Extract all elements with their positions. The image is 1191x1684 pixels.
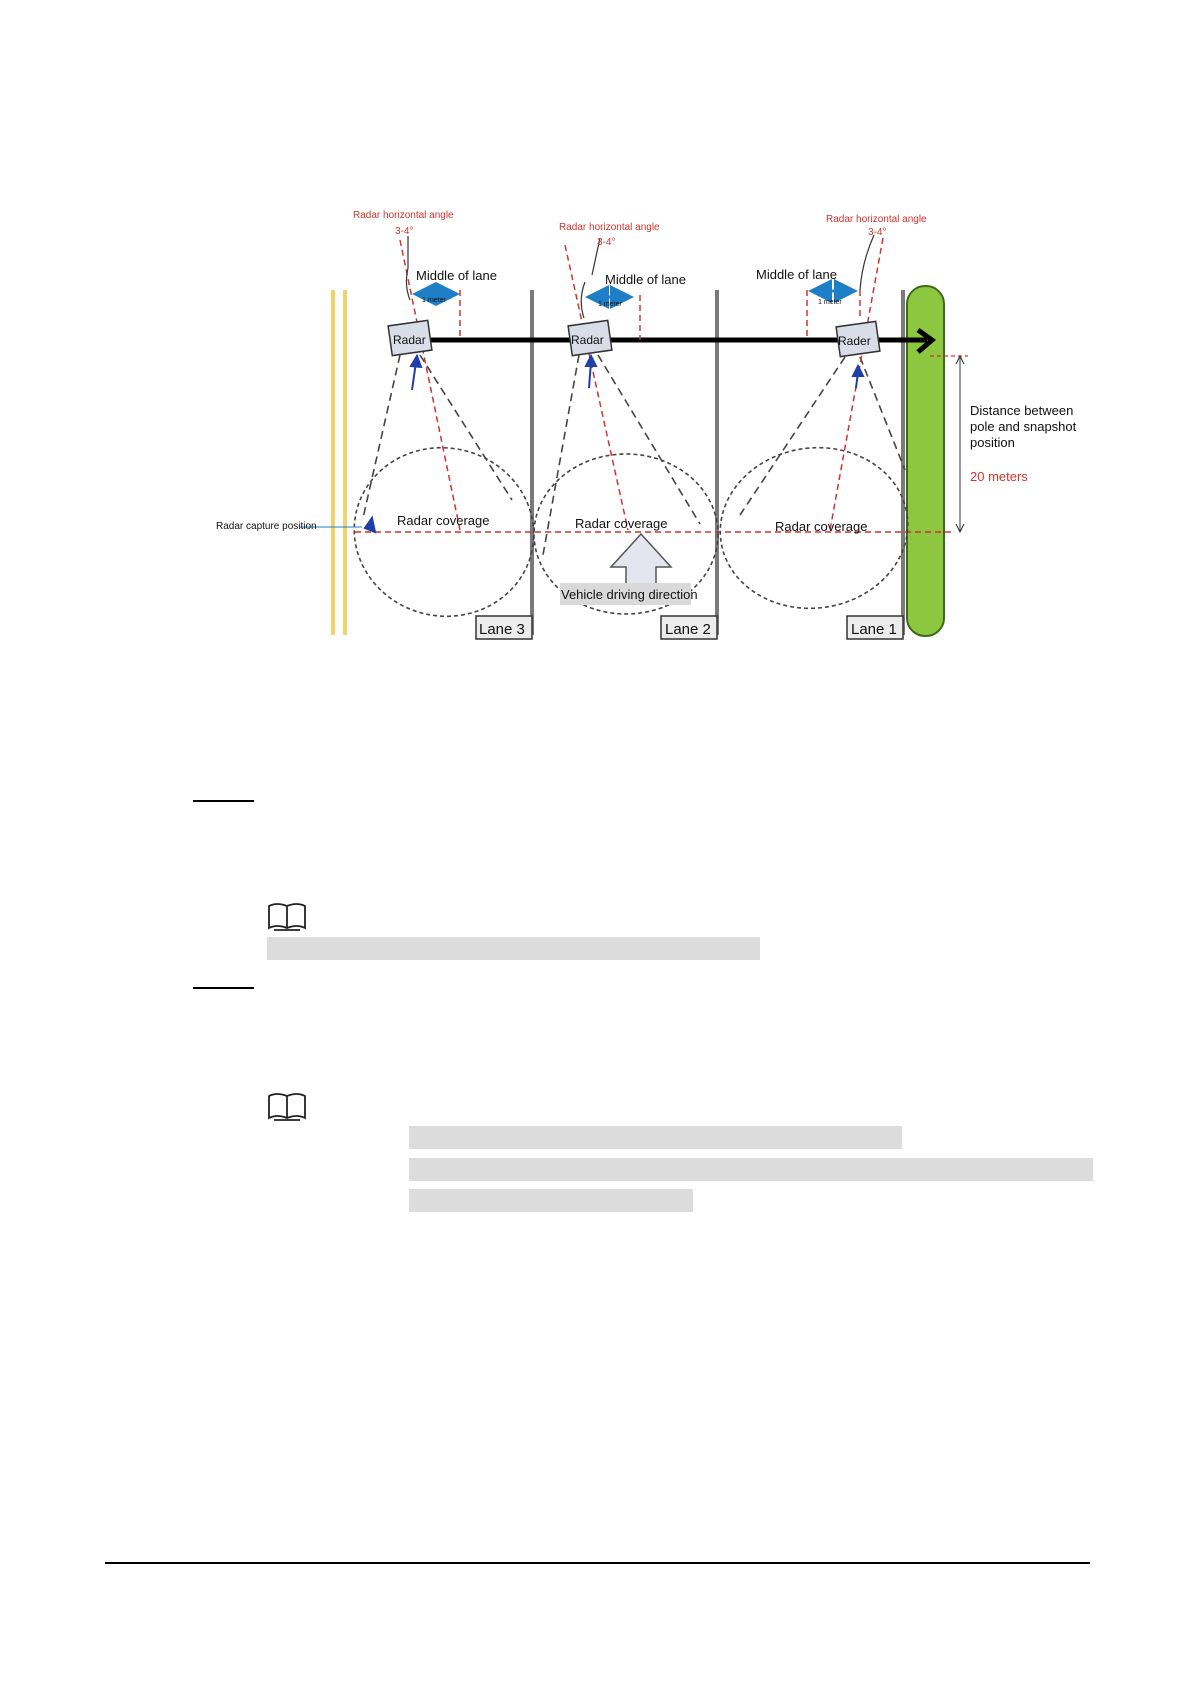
meter-label-lane3: 1 meter (422, 297, 446, 304)
middle-of-lane-lane2: Middle of lane (605, 272, 686, 287)
redacted-note-2-line-3 (409, 1189, 693, 1212)
angle-value-lane2: 3-4° (597, 237, 616, 248)
distance-label-line2: pole and snapshot (970, 419, 1077, 434)
redacted-note-2-line-2 (409, 1158, 1093, 1181)
note-book-icon (267, 902, 307, 932)
step-1-marker (193, 800, 254, 802)
meter-label-lane2: 1 meter (598, 301, 622, 308)
note-book-icon (267, 1092, 307, 1122)
radar-label-lane1: Rader (838, 334, 871, 348)
meter-arrows (418, 291, 852, 297)
coverage-label-lane3: Radar coverage (397, 513, 490, 528)
radar-label-lane3: Radar (393, 333, 426, 347)
angle-value-lane3: 3-4° (395, 226, 414, 237)
coverage-label-lane2: Radar coverage (575, 516, 668, 531)
lane-label-2: Lane 2 (665, 621, 711, 638)
redacted-note-1 (267, 937, 760, 960)
meter-label-lane1: 1 meter (818, 299, 842, 306)
angle-title-lane2: Radar horizontal angle (559, 222, 660, 233)
curb-lines (331, 290, 347, 635)
middle-of-lane-lane1: Middle of lane (756, 267, 837, 282)
angle-title-lane1: Radar horizontal angle (826, 214, 927, 225)
footer-rule (105, 1562, 1090, 1564)
step-2-marker (193, 987, 254, 989)
coverage-label-lane1: Radar coverage (775, 519, 868, 534)
driving-direction-label: Vehicle driving direction (561, 587, 698, 602)
angle-title-lane3: Radar horizontal angle (353, 210, 454, 221)
middle-of-lane-lane3: Middle of lane (416, 268, 497, 283)
angle-value-lane1: 3-4° (868, 227, 887, 238)
distance-label-line1: Distance between (970, 403, 1074, 418)
capture-position-label: Radar capture position (216, 521, 317, 532)
distance-label-line3: position (970, 435, 1015, 450)
lane-label-3: Lane 3 (479, 621, 525, 638)
distance-value: 20 meters (970, 469, 1028, 484)
radar-label-lane2: Radar (571, 333, 604, 347)
redacted-note-2-line-1 (409, 1126, 902, 1149)
lane-label-1: Lane 1 (851, 621, 897, 638)
